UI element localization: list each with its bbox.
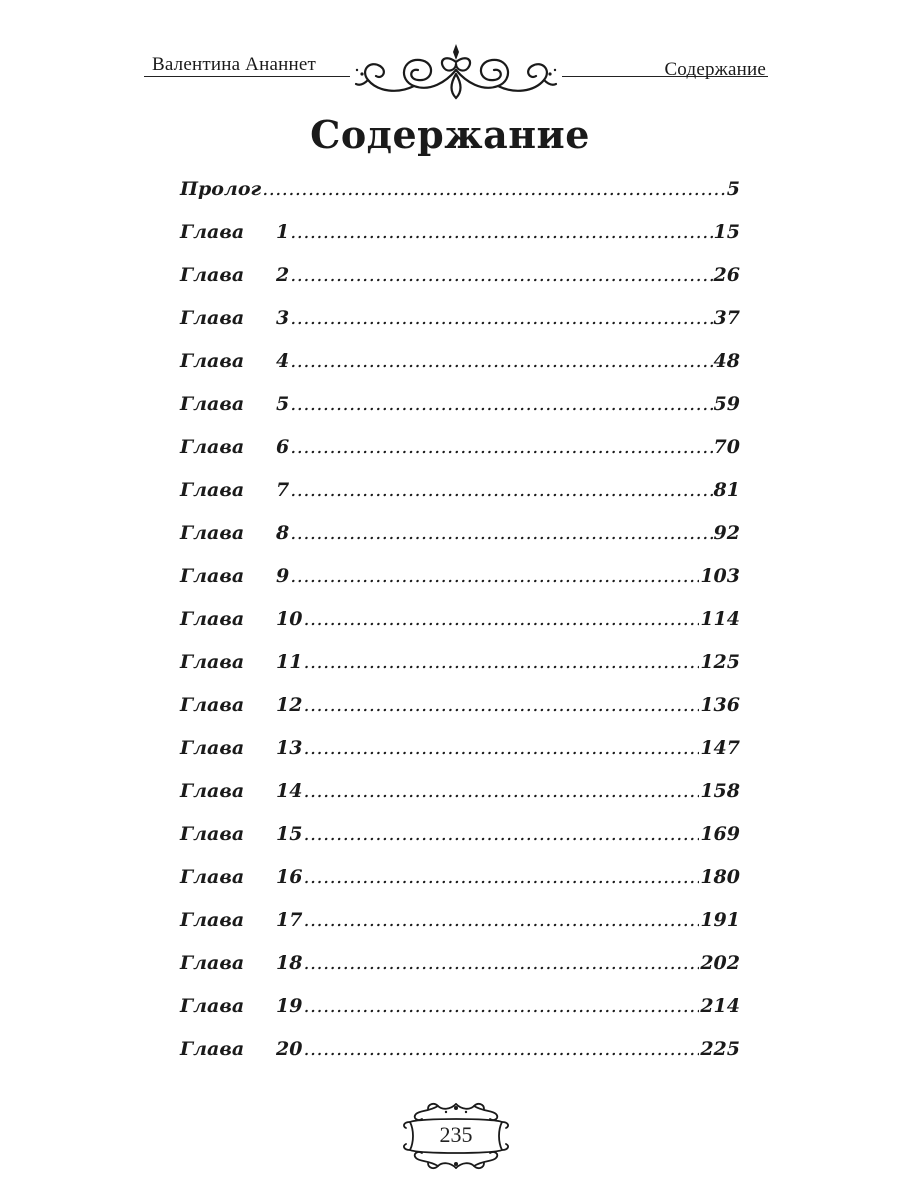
- toc-page-number: 125: [700, 651, 740, 673]
- toc-entry-chapter: [180, 684, 740, 727]
- toc-entry-chapter: [180, 555, 740, 598]
- scroll-flourish-icon: [350, 40, 562, 104]
- chapter-number: 19: [276, 995, 303, 1017]
- chapter-number: 8: [276, 522, 290, 544]
- toc-entry-chapter: [180, 942, 740, 985]
- toc-page-number: 92: [713, 522, 740, 544]
- chapter-number: 13: [276, 737, 303, 759]
- toc-label: Глава: [180, 995, 245, 1017]
- toc-page-number: 59: [713, 393, 740, 415]
- toc-label: Глава: [180, 608, 245, 630]
- dot-leader: [290, 426, 712, 469]
- toc-entry-chapter: [180, 899, 740, 942]
- chapter-number: 1: [276, 221, 290, 243]
- chapter-number: 3: [276, 307, 290, 329]
- toc-page-number: 169: [700, 823, 740, 845]
- toc-entry-chapter: [180, 211, 740, 254]
- header-author: Валентина Ананнет: [152, 54, 316, 75]
- toc-page-number: 26: [713, 264, 740, 286]
- chapter-number: 20: [276, 1038, 303, 1060]
- toc-entry-chapter: [180, 856, 740, 899]
- toc-label: Глава: [180, 307, 245, 329]
- chapter-number: 12: [276, 694, 303, 716]
- dot-leader: [290, 469, 712, 512]
- chapter-number: 17: [276, 909, 303, 931]
- toc-page-number: 158: [700, 780, 740, 802]
- toc-page-number: 147: [700, 737, 740, 759]
- toc-page-number: 202: [700, 952, 740, 974]
- toc-label: Глава: [180, 350, 245, 372]
- toc-entry-chapter: [180, 469, 740, 512]
- toc-entry-chapter: [180, 383, 740, 426]
- toc-entry-chapter: [180, 254, 740, 297]
- header-section: Содержание: [664, 59, 766, 80]
- toc-entry-chapter: [180, 985, 740, 1028]
- dot-leader: [290, 512, 712, 555]
- dot-leader: [262, 168, 726, 211]
- toc-page-number: 5: [726, 178, 740, 200]
- toc-entry-chapter: [180, 770, 740, 813]
- toc-label: Глава: [180, 565, 245, 587]
- chapter-number: 5: [276, 393, 290, 415]
- toc-entry-chapter: [180, 512, 740, 555]
- dot-leader: [290, 211, 712, 254]
- toc-entry-chapter: [180, 340, 740, 383]
- dot-leader: [303, 641, 699, 684]
- dot-leader: [303, 1028, 699, 1071]
- toc-page-number: 81: [713, 479, 740, 501]
- page-number: 235: [439, 1122, 473, 1147]
- dot-leader: [290, 254, 712, 297]
- dot-leader: [290, 340, 712, 383]
- dot-leader: [303, 985, 699, 1028]
- chapter-number: 10: [276, 608, 303, 630]
- dot-leader: [290, 297, 712, 340]
- dot-leader: [303, 856, 699, 899]
- toc-entry-chapter: [180, 598, 740, 641]
- toc-label: Глава: [180, 522, 245, 544]
- toc-entry-prologue: [180, 168, 740, 211]
- toc-label: Глава: [180, 221, 245, 243]
- toc-entry-chapter: [180, 813, 740, 856]
- toc-label: Глава: [180, 436, 245, 458]
- chapter-number: 2: [276, 264, 290, 286]
- toc-page-number: 225: [700, 1038, 740, 1060]
- page-title: Содержание: [310, 112, 590, 157]
- toc-entry-chapter: [180, 426, 740, 469]
- toc-entry-chapter: [180, 1028, 740, 1071]
- chapter-number: 9: [276, 565, 290, 587]
- dot-leader: [303, 727, 699, 770]
- dot-leader: [303, 770, 699, 813]
- chapter-number: 4: [276, 350, 290, 372]
- toc-label: Глава: [180, 393, 245, 415]
- toc-label: Глава: [180, 823, 245, 845]
- chapter-number: 18: [276, 952, 303, 974]
- toc-label: Глава: [180, 952, 245, 974]
- toc-page-number: 70: [713, 436, 740, 458]
- toc-page-number: 214: [700, 995, 740, 1017]
- toc-page-number: 191: [700, 909, 740, 931]
- dot-leader: [303, 813, 699, 856]
- dot-leader: [303, 942, 699, 985]
- toc-page-number: 114: [700, 608, 740, 630]
- toc-page-number: 37: [713, 307, 740, 329]
- toc-label: Глава: [180, 737, 245, 759]
- toc-entry-chapter: [180, 297, 740, 340]
- running-header: [144, 40, 768, 120]
- toc-label: Глава: [180, 479, 245, 501]
- toc-entry-chapter: [180, 727, 740, 770]
- chapter-number: 7: [276, 479, 290, 501]
- toc-label: Глава: [180, 264, 245, 286]
- dot-leader: [303, 899, 699, 942]
- dot-leader: [303, 684, 699, 727]
- toc-label: Глава: [180, 1038, 245, 1060]
- chapter-number: 16: [276, 866, 303, 888]
- chapter-number: 15: [276, 823, 303, 845]
- page-footer: [398, 1100, 514, 1172]
- toc-entry-chapter: [180, 641, 740, 684]
- toc-page-number: 103: [700, 565, 740, 587]
- dot-leader: [290, 555, 699, 598]
- dot-leader: [303, 598, 699, 641]
- toc-page-number: 15: [713, 221, 740, 243]
- toc-page-number: 180: [700, 866, 740, 888]
- toc-label: Глава: [180, 780, 245, 802]
- toc-label: Глава: [180, 651, 245, 673]
- table-of-contents: [180, 168, 740, 1071]
- toc-label: Глава: [180, 694, 245, 716]
- chapter-number: 6: [276, 436, 290, 458]
- toc-label: Глава: [180, 909, 245, 931]
- toc-label: Глава: [180, 866, 245, 888]
- chapter-number: 11: [276, 651, 303, 673]
- toc-page-number: 48: [713, 350, 740, 372]
- toc-page-number: 136: [700, 694, 740, 716]
- dot-leader: [290, 383, 712, 426]
- chapter-number: 14: [276, 780, 303, 802]
- toc-label: Пролог: [180, 178, 262, 200]
